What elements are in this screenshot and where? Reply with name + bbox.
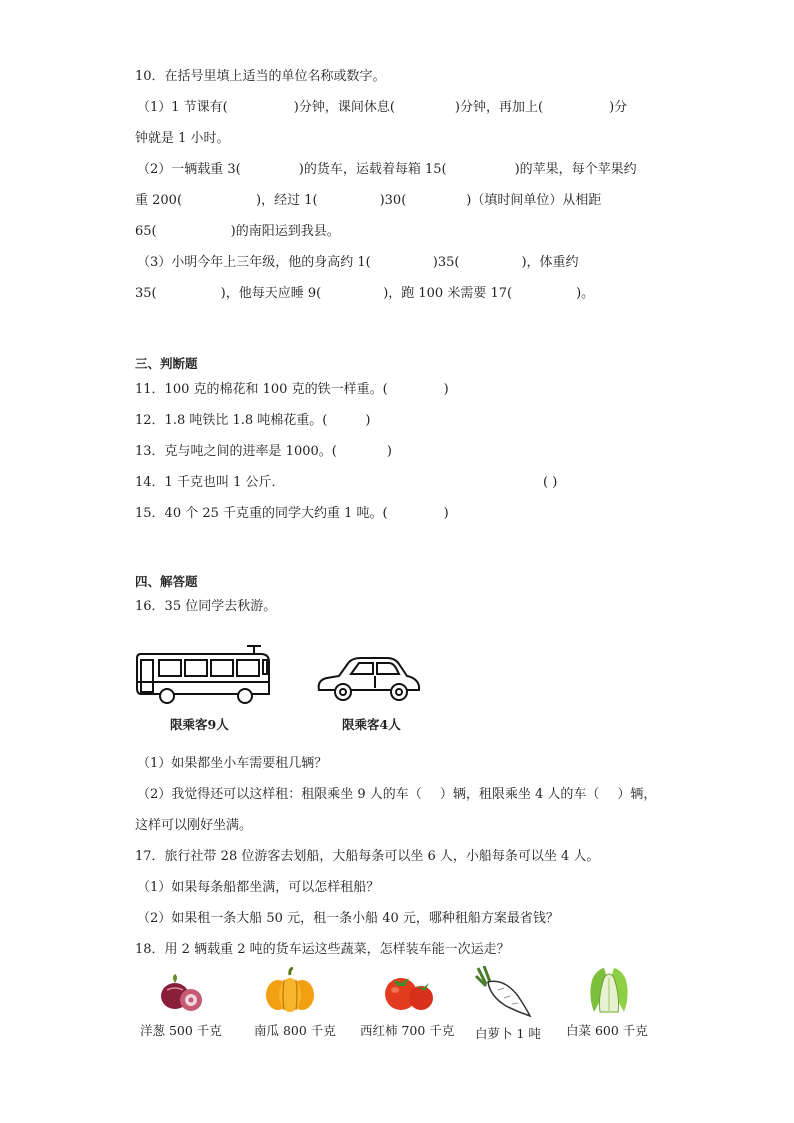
judge-item: 15．40 个 25 千克重的同学大约重 1 吨。( ) <box>135 506 449 521</box>
bus-icon <box>133 638 273 708</box>
q16-stem: 16．35 位同学去秋游。 <box>135 599 277 614</box>
q17-stem: 17．旅行社带 28 位游客去划船，大船每条可以坐 6 人，小船每条可以坐 4 人。 <box>135 849 600 864</box>
q16-part2-cont: 这样可以刚好坐满。 <box>135 818 253 833</box>
answer-blank[interactable]: ( ) <box>543 475 558 490</box>
vegetable-label: 南瓜 800 千克 <box>254 1023 336 1038</box>
q10-stem: 10．在括号里填上适当的单位名称或数字。 <box>135 69 386 84</box>
q16-part2: （2）我觉得还可以这样租：租限乘坐 9 人的车（ ）辆，租限乘坐 4 人的车（ ）辆， <box>137 787 657 802</box>
q17-part2: （2）如果租一条大船 50 元，租一条小船 40 元，哪种租船方案最省钱？ <box>137 911 559 926</box>
judge-item: 13．克与吨之间的进率是 1000。( ) <box>135 444 392 459</box>
pumpkin-icon <box>264 967 316 1013</box>
q10-part2: （2）一辆载重 3( )的货车，运载着每箱 15( )的苹果，每个苹果约 <box>137 162 637 177</box>
q10-part1-cont: 钟就是 1 小时。 <box>135 131 230 146</box>
vegetable-label: 白萝卜 1 吨 <box>475 1026 541 1041</box>
vegetable-label: 西红柿 700 千克 <box>360 1023 455 1038</box>
section-title-judge: 三、判断题 <box>135 356 198 371</box>
radish-icon <box>474 966 532 1018</box>
judge-item: 12．1.8 吨铁比 1.8 吨棉花重。( ) <box>135 413 371 428</box>
vegetable-label: 洋葱 500 千克 <box>140 1023 222 1038</box>
q10-part3: （3）小明今年上三年级，他的身高约 1( )35( )，体重约 <box>137 255 579 270</box>
onion-icon <box>157 974 207 1014</box>
judge-item: 14．1 千克也叫 1 公斤． <box>135 475 285 490</box>
car-icon <box>313 652 423 704</box>
q17-part1: （1）如果每条船都坐满，可以怎样租船？ <box>137 880 380 895</box>
tomato-icon <box>383 970 435 1014</box>
judge-item: 11．100 克的棉花和 100 克的铁一样重。( ) <box>135 382 449 397</box>
q18-stem: 18．用 2 辆载重 2 吨的货车运这些蔬菜，怎样装车能一次运走？ <box>135 942 510 957</box>
q10-part2-cont2: 65( )的南阳运到我县。 <box>135 224 340 239</box>
q10-part3-cont: 35( )，他每天应睡 9( )，跑 100 米需要 17( )。 <box>135 286 595 301</box>
q16-part1: （1）如果都坐小车需要租几辆？ <box>137 756 328 771</box>
vegetable-label: 白菜 600 千克 <box>566 1023 648 1038</box>
q10-part1: （1）1 节课有( )分钟，课间休息( )分钟，再加上( )分 <box>137 100 628 115</box>
cabbage-icon <box>586 966 632 1014</box>
section-title-solve: 四、解答题 <box>135 574 198 589</box>
bus-caption: 限乘客9人 <box>170 717 229 732</box>
car-caption: 限乘客4人 <box>342 717 401 732</box>
q10-part2-cont: 重 200( )，经过 1( )30( )（填时间单位）从相距 <box>135 193 602 208</box>
